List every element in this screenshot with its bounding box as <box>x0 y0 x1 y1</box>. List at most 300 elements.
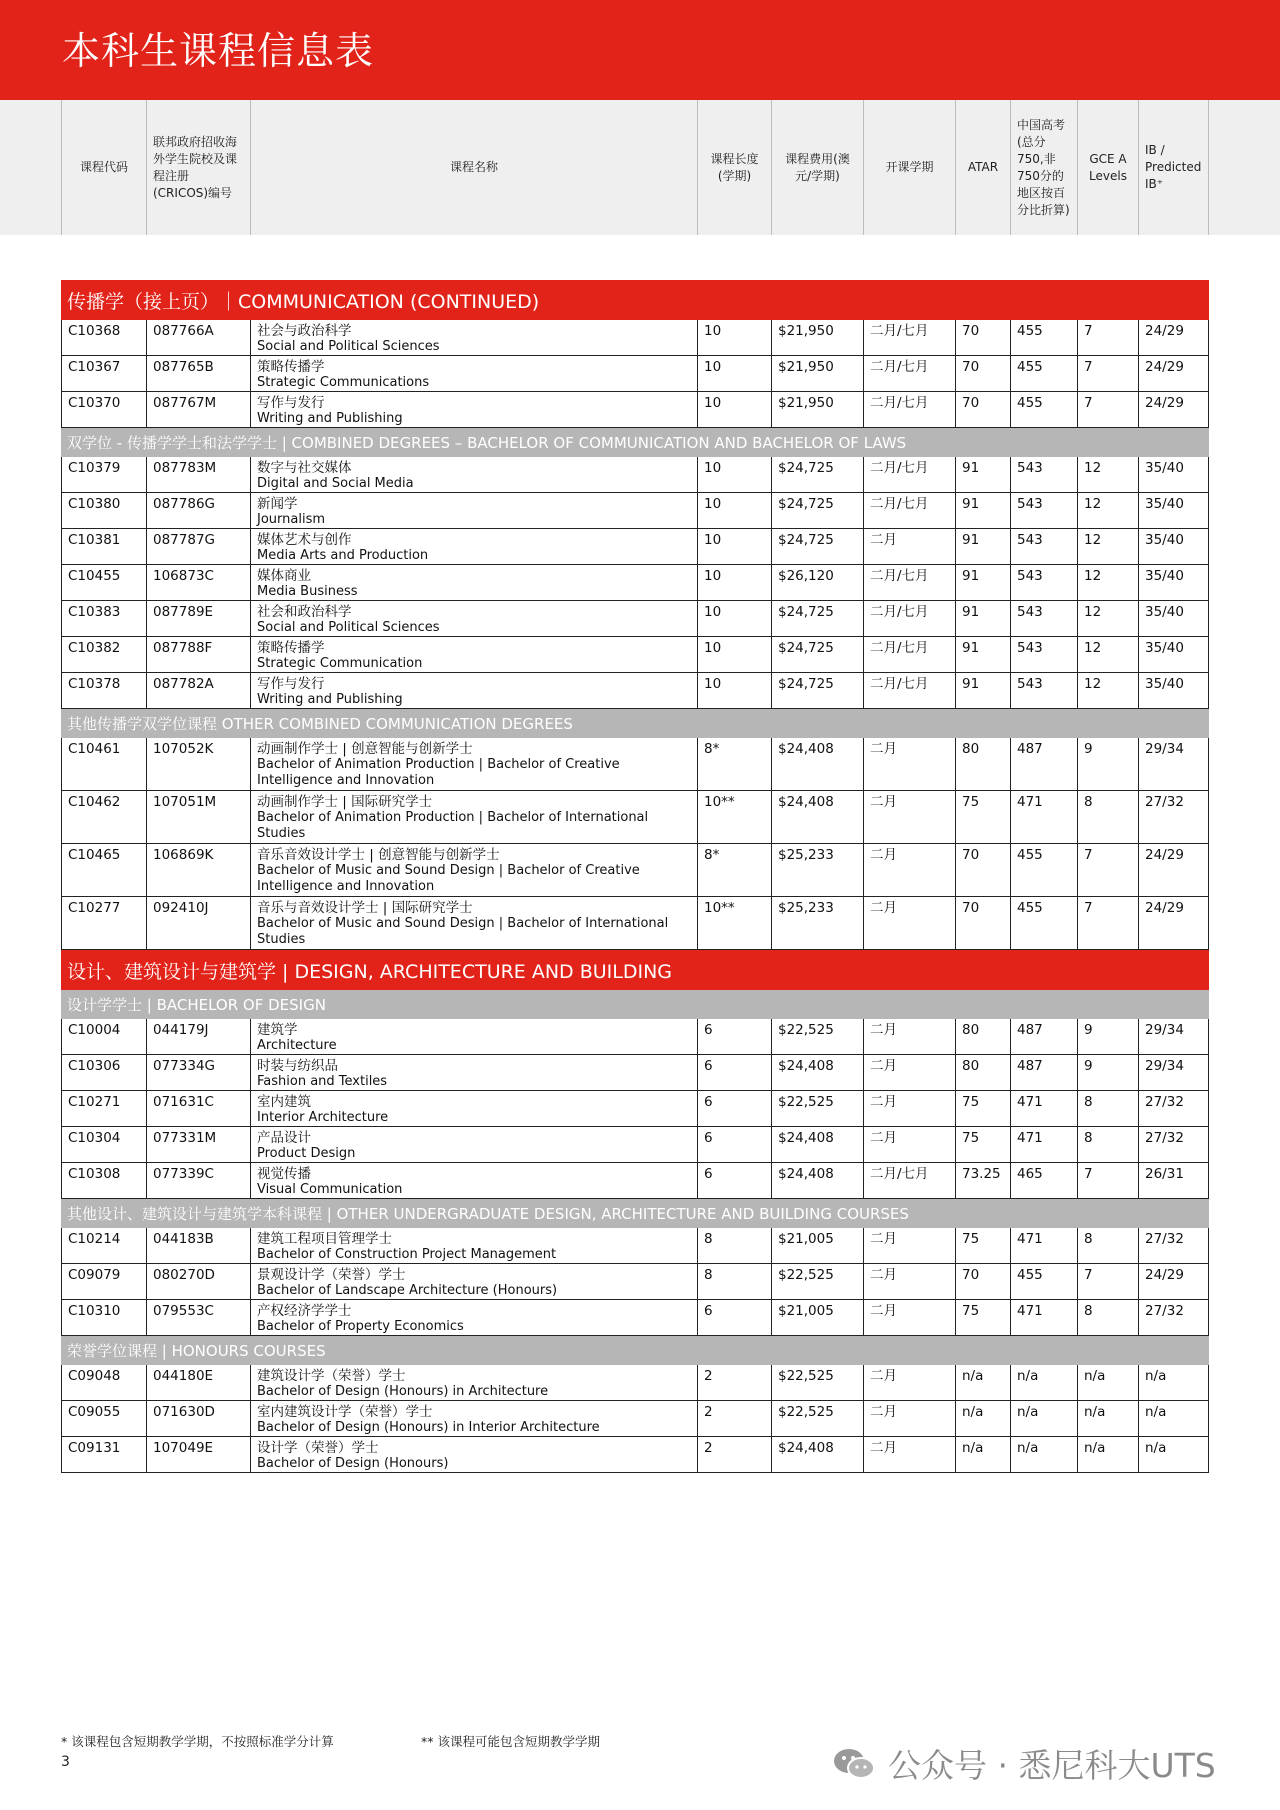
cell-atar: n/a <box>955 1365 1010 1400</box>
cell-cricos: 107052K <box>146 738 250 790</box>
cell-ib: 27/32 <box>1138 1127 1209 1162</box>
cell-atar: 70 <box>955 844 1010 896</box>
course-name-en: Strategic Communications <box>257 375 430 390</box>
course-name-cn: 产权经济学学士 <box>257 1303 352 1319</box>
section-header: 其他设计、建筑设计与建筑学本科课程 | OTHER UNDERGRADUATE DESIGN, ARCHITECTURE AND BUILDING COURSES <box>61 1199 1209 1228</box>
cell-length: 2 <box>697 1401 771 1436</box>
cell-course-code: C10004 <box>61 1019 146 1054</box>
cell-fee: $21,950 <box>771 356 863 391</box>
cell-atar: 75 <box>955 1300 1010 1335</box>
cell-course-name <box>250 392 697 427</box>
cell-course-name <box>250 457 697 492</box>
cell-intake: 二月 <box>863 1300 955 1335</box>
table-row <box>61 320 1209 356</box>
table-row <box>61 637 1209 673</box>
header-gce: GCE A Levels <box>1077 100 1138 235</box>
cell-fee: $24,408 <box>771 1127 863 1162</box>
cell-gce: 12 <box>1077 529 1138 564</box>
course-name-cn: 视觉传播 <box>257 1166 311 1182</box>
cell-cricos: 077331M <box>146 1127 250 1162</box>
cell-intake: 二月 <box>863 1055 955 1090</box>
cell-course-code: C10304 <box>61 1127 146 1162</box>
table-row <box>61 601 1209 637</box>
course-name-en: Product Design <box>257 1146 356 1161</box>
cell-fee: $24,408 <box>771 791 863 843</box>
course-name-en: Strategic Communication <box>257 656 423 671</box>
course-name-cn: 动画制作学士 | 创意智能与创新学士 <box>257 741 473 757</box>
cell-length: 6 <box>697 1300 771 1335</box>
cell-cricos: 079553C <box>146 1300 250 1335</box>
cell-cricos: 077334G <box>146 1055 250 1090</box>
cell-course-code: C10465 <box>61 844 146 896</box>
cell-length: 10 <box>697 529 771 564</box>
cell-ib: 24/29 <box>1138 844 1209 896</box>
cell-atar: 91 <box>955 673 1010 708</box>
cell-length: 6 <box>697 1127 771 1162</box>
cell-course-name <box>250 844 697 896</box>
cell-fee: $24,725 <box>771 673 863 708</box>
cell-gaokao: 543 <box>1010 529 1077 564</box>
course-name-en: Writing and Publishing <box>257 411 403 426</box>
cell-gce: 12 <box>1077 637 1138 672</box>
table-row <box>61 1300 1209 1336</box>
cell-atar: 91 <box>955 457 1010 492</box>
cell-fee: $24,725 <box>771 493 863 528</box>
table-row <box>61 1019 1209 1055</box>
cell-atar: 73.25 <box>955 1163 1010 1198</box>
cell-gaokao: 455 <box>1010 844 1077 896</box>
cell-fee: $21,950 <box>771 320 863 355</box>
cell-gce: 7 <box>1077 897 1138 949</box>
cell-fee: $25,233 <box>771 844 863 896</box>
cell-ib: 24/29 <box>1138 356 1209 391</box>
header-ib: IB / Predicted IB⁺ <box>1138 100 1209 235</box>
cell-gce: 7 <box>1077 1264 1138 1299</box>
cell-gaokao: 455 <box>1010 392 1077 427</box>
cell-gce: 7 <box>1077 844 1138 896</box>
cell-length: 10 <box>697 392 771 427</box>
cell-length: 10 <box>697 637 771 672</box>
cell-course-name <box>250 529 697 564</box>
cell-atar: 70 <box>955 392 1010 427</box>
cell-gaokao: n/a <box>1010 1365 1077 1400</box>
cell-ib: 35/40 <box>1138 529 1209 564</box>
cell-course-code: C10379 <box>61 457 146 492</box>
header-course-length: 课程长度(学期) <box>697 100 771 235</box>
course-name-cn: 设计学（荣誉）学士 <box>257 1440 379 1456</box>
table-row <box>61 1055 1209 1091</box>
cell-intake: 二月/七月 <box>863 673 955 708</box>
cell-cricos: 087786G <box>146 493 250 528</box>
table-row <box>61 529 1209 565</box>
cell-gaokao: 455 <box>1010 320 1077 355</box>
cell-ib: 35/40 <box>1138 493 1209 528</box>
course-name-en: Digital and Social Media <box>257 476 414 491</box>
cell-gce: 7 <box>1077 392 1138 427</box>
course-name-en: Bachelor of Music and Sound Design | Bachelor of International Studies <box>257 916 669 947</box>
cell-gce: 12 <box>1077 457 1138 492</box>
cell-ib: 35/40 <box>1138 457 1209 492</box>
watermark-text: 公众号 · 悉尼科大UTS <box>888 1746 1216 1785</box>
cell-course-code: C10462 <box>61 791 146 843</box>
header-intake: 开课学期 <box>863 100 955 235</box>
cell-intake: 二月/七月 <box>863 637 955 672</box>
cell-intake: 二月 <box>863 529 955 564</box>
cell-atar: 80 <box>955 1019 1010 1054</box>
cell-gaokao: 487 <box>1010 738 1077 790</box>
wechat-icon <box>832 1746 876 1782</box>
course-name-en: Journalism <box>257 512 326 527</box>
cell-ib: 27/32 <box>1138 791 1209 843</box>
cell-ib: n/a <box>1138 1437 1209 1472</box>
cell-fee: $24,408 <box>771 1055 863 1090</box>
cell-course-code: C10308 <box>61 1163 146 1198</box>
cell-atar: 75 <box>955 1228 1010 1263</box>
cell-length: 10 <box>697 356 771 391</box>
cell-course-name <box>250 1401 697 1436</box>
course-name-cn: 数字与社交媒体 <box>257 460 352 476</box>
cell-ib: 24/29 <box>1138 392 1209 427</box>
cell-fee: $24,408 <box>771 738 863 790</box>
cell-course-code: C10367 <box>61 356 146 391</box>
cell-course-name <box>250 738 697 790</box>
course-name-cn: 音乐与音效设计学士 | 国际研究学士 <box>257 900 473 916</box>
cell-gce: 7 <box>1077 1163 1138 1198</box>
cell-ib: 24/29 <box>1138 1264 1209 1299</box>
table-row <box>61 673 1209 709</box>
cell-intake: 二月 <box>863 844 955 896</box>
course-name-en: Writing and Publishing <box>257 692 403 707</box>
cell-course-name <box>250 1019 697 1054</box>
course-name-cn: 社会和政治科学 <box>257 604 352 620</box>
course-name-en: Social and Political Sciences <box>257 620 440 635</box>
course-name-en: Fashion and Textiles <box>257 1074 388 1089</box>
header-gaokao: 中国高考(总分750,非750分的地区按百分比折算) <box>1010 100 1077 235</box>
section-header: 荣誉学位课程 | HONOURS COURSES <box>61 1336 1209 1365</box>
cell-ib: 35/40 <box>1138 673 1209 708</box>
cell-fee: $24,725 <box>771 637 863 672</box>
course-name-cn: 室内建筑设计学（荣誉）学士 <box>257 1404 433 1420</box>
cell-length: 10 <box>697 493 771 528</box>
cell-gaokao: n/a <box>1010 1437 1077 1472</box>
cell-gce: 7 <box>1077 356 1138 391</box>
table-row <box>61 738 1209 791</box>
cell-cricos: 044180E <box>146 1365 250 1400</box>
cell-cricos: 107049E <box>146 1437 250 1472</box>
cell-length: 8* <box>697 844 771 896</box>
cell-fee: $21,005 <box>771 1228 863 1263</box>
cell-intake: 二月 <box>863 1437 955 1472</box>
cell-fee: $24,725 <box>771 529 863 564</box>
cell-gce: 9 <box>1077 1055 1138 1090</box>
cell-course-code: C09079 <box>61 1264 146 1299</box>
cell-gaokao: 471 <box>1010 1300 1077 1335</box>
cell-course-name <box>250 320 697 355</box>
cell-length: 2 <box>697 1437 771 1472</box>
cell-cricos: 092410J <box>146 897 250 949</box>
title-banner <box>0 0 1280 100</box>
cell-ib: 27/32 <box>1138 1300 1209 1335</box>
cell-cricos: 087765B <box>146 356 250 391</box>
course-name-cn: 音乐音效设计学士 | 创意智能与创新学士 <box>257 847 500 863</box>
cell-gaokao: 455 <box>1010 897 1077 949</box>
course-name-cn: 产品设计 <box>257 1130 311 1146</box>
cell-fee: $26,120 <box>771 565 863 600</box>
cell-gaokao: 543 <box>1010 493 1077 528</box>
cell-atar: 91 <box>955 637 1010 672</box>
cell-atar: 70 <box>955 320 1010 355</box>
course-name-en: Bachelor of Design (Honours) <box>257 1456 449 1471</box>
table-row <box>61 565 1209 601</box>
cell-course-name <box>250 673 697 708</box>
table-row <box>61 1437 1209 1473</box>
cell-cricos: 106869K <box>146 844 250 896</box>
table-row <box>61 457 1209 493</box>
cell-ib: 35/40 <box>1138 637 1209 672</box>
footnote-short-term: * 该课程包含短期教学学期，不按照标准学分计算 <box>61 1734 334 1749</box>
cell-length: 6 <box>697 1163 771 1198</box>
cell-gce: n/a <box>1077 1365 1138 1400</box>
section-header: 传播学（接上页）｜COMMUNICATION (CONTINUED) <box>61 280 1209 320</box>
section-header: 设计学学士 | BACHELOR OF DESIGN <box>61 990 1209 1019</box>
cell-course-code: C10461 <box>61 738 146 790</box>
cell-ib: 35/40 <box>1138 601 1209 636</box>
cell-gce: 8 <box>1077 1228 1138 1263</box>
header-atar: ATAR <box>955 100 1010 235</box>
cell-atar: 91 <box>955 565 1010 600</box>
cell-cricos: 087783M <box>146 457 250 492</box>
section-header: 双学位 - 传播学学士和法学学士 | COMBINED DEGREES – BACHELOR OF COMMUNICATION AND BACHELOR OF LAWS <box>61 428 1209 457</box>
cell-intake: 二月 <box>863 1019 955 1054</box>
cell-cricos: 044183B <box>146 1228 250 1263</box>
course-name-en: Visual Communication <box>257 1182 403 1197</box>
course-name-en: Architecture <box>257 1038 337 1053</box>
cell-course-name <box>250 1163 697 1198</box>
cell-gaokao: 465 <box>1010 1163 1077 1198</box>
course-name-en: Bachelor of Property Economics <box>257 1319 464 1334</box>
cell-intake: 二月 <box>863 1228 955 1263</box>
cell-intake: 二月 <box>863 1127 955 1162</box>
cell-ib: 26/31 <box>1138 1163 1209 1198</box>
cell-gaokao: 543 <box>1010 565 1077 600</box>
cell-gaokao: 543 <box>1010 601 1077 636</box>
cell-atar: 91 <box>955 529 1010 564</box>
course-name-en: Bachelor of Animation Production | Bachelor of International Studies <box>257 810 649 841</box>
cell-course-code: C10368 <box>61 320 146 355</box>
cell-fee: $24,725 <box>771 457 863 492</box>
cell-course-code: C10271 <box>61 1091 146 1126</box>
cell-cricos: 107051M <box>146 791 250 843</box>
cell-gce: 8 <box>1077 1091 1138 1126</box>
cell-course-code: C10382 <box>61 637 146 672</box>
cell-length: 6 <box>697 1055 771 1090</box>
cell-cricos: 080270D <box>146 1264 250 1299</box>
cell-course-name <box>250 1127 697 1162</box>
course-name-cn: 媒体艺术与创作 <box>257 532 352 548</box>
cell-atar: 75 <box>955 791 1010 843</box>
cell-atar: n/a <box>955 1437 1010 1472</box>
cell-intake: 二月 <box>863 1264 955 1299</box>
cell-atar: 70 <box>955 1264 1010 1299</box>
cell-length: 10** <box>697 897 771 949</box>
cell-fee: $22,525 <box>771 1365 863 1400</box>
cell-ib: n/a <box>1138 1401 1209 1436</box>
cell-length: 10 <box>697 601 771 636</box>
cell-course-code: C10383 <box>61 601 146 636</box>
cell-length: 8* <box>697 738 771 790</box>
cell-course-code: C10370 <box>61 392 146 427</box>
column-headers <box>61 100 1209 235</box>
cell-gaokao: 487 <box>1010 1055 1077 1090</box>
footnote-may-include: ** 该课程可能包含短期教学学期 <box>421 1734 600 1749</box>
cell-fee: $24,725 <box>771 601 863 636</box>
cell-gaokao: 471 <box>1010 1127 1077 1162</box>
cell-course-name <box>250 601 697 636</box>
cell-gce: 12 <box>1077 565 1138 600</box>
cell-cricos: 087766A <box>146 320 250 355</box>
course-name-cn: 室内建筑 <box>257 1094 311 1110</box>
cell-atar: 91 <box>955 601 1010 636</box>
cell-length: 10 <box>697 565 771 600</box>
cell-fee: $22,525 <box>771 1091 863 1126</box>
table-row <box>61 791 1209 844</box>
course-name-cn: 建筑工程项目管理学士 <box>257 1231 392 1247</box>
cell-atar: 91 <box>955 493 1010 528</box>
section-header: 设计、建筑设计与建筑学 | DESIGN, ARCHITECTURE AND BUILDING <box>61 950 1209 990</box>
cell-course-name <box>250 897 697 949</box>
cell-ib: 35/40 <box>1138 565 1209 600</box>
cell-cricos: 077339C <box>146 1163 250 1198</box>
cell-gaokao: 543 <box>1010 637 1077 672</box>
cell-course-code: C09048 <box>61 1365 146 1400</box>
cell-course-code: C10277 <box>61 897 146 949</box>
course-name-cn: 景观设计学（荣誉）学士 <box>257 1267 406 1283</box>
cell-course-name <box>250 637 697 672</box>
cell-ib: 24/29 <box>1138 320 1209 355</box>
cell-ib: 24/29 <box>1138 897 1209 949</box>
course-name-cn: 写作与发行 <box>257 395 325 411</box>
cell-intake: 二月 <box>863 1091 955 1126</box>
cell-gce: 7 <box>1077 320 1138 355</box>
course-name-en: Bachelor of Landscape Architecture (Honours) <box>257 1283 558 1298</box>
cell-course-code: C10378 <box>61 673 146 708</box>
page-number: 3 <box>61 1754 70 1770</box>
cell-atar: 80 <box>955 1055 1010 1090</box>
table-row <box>61 1127 1209 1163</box>
cell-gce: 8 <box>1077 1127 1138 1162</box>
table-row <box>61 356 1209 392</box>
cell-cricos: 044179J <box>146 1019 250 1054</box>
cell-course-name <box>250 1055 697 1090</box>
header-cricos: 联邦政府招收海外学生院校及课程注册(CRICOS)编号 <box>146 100 250 235</box>
cell-cricos: 106873C <box>146 565 250 600</box>
cell-course-code: C09131 <box>61 1437 146 1472</box>
cell-gaokao: 455 <box>1010 1264 1077 1299</box>
cell-length: 6 <box>697 1091 771 1126</box>
course-name-en: Bachelor of Design (Honours) in Interior Architecture <box>257 1420 600 1435</box>
cell-length: 8 <box>697 1264 771 1299</box>
cell-course-code: C10455 <box>61 565 146 600</box>
cell-course-name <box>250 1300 697 1335</box>
cell-intake: 二月 <box>863 1401 955 1436</box>
course-name-cn: 社会与政治科学 <box>257 323 352 339</box>
cell-length: 2 <box>697 1365 771 1400</box>
cell-length: 10** <box>697 791 771 843</box>
table-row <box>61 897 1209 950</box>
course-name-cn: 时装与纺织品 <box>257 1058 338 1074</box>
cell-cricos: 071630D <box>146 1401 250 1436</box>
table-row <box>61 1264 1209 1300</box>
cell-ib: 27/32 <box>1138 1091 1209 1126</box>
course-table <box>61 280 1209 1473</box>
course-name-en: Bachelor of Construction Project Management <box>257 1247 557 1262</box>
cell-course-code: C10310 <box>61 1300 146 1335</box>
cell-atar: 75 <box>955 1091 1010 1126</box>
course-name-en: Bachelor of Music and Sound Design | Bachelor of Creative Intelligence and Innovation <box>257 863 640 894</box>
cell-length: 6 <box>697 1019 771 1054</box>
cell-course-code: C10306 <box>61 1055 146 1090</box>
cell-gce: n/a <box>1077 1437 1138 1472</box>
cell-course-name <box>250 1228 697 1263</box>
cell-course-name <box>250 493 697 528</box>
cell-length: 10 <box>697 457 771 492</box>
cell-course-code: C10380 <box>61 493 146 528</box>
cell-fee: $24,408 <box>771 1163 863 1198</box>
cell-course-code: C10381 <box>61 529 146 564</box>
cell-intake: 二月/七月 <box>863 356 955 391</box>
cell-gaokao: 543 <box>1010 673 1077 708</box>
cell-atar: 70 <box>955 356 1010 391</box>
cell-ib: n/a <box>1138 1365 1209 1400</box>
cell-intake: 二月/七月 <box>863 493 955 528</box>
cell-intake: 二月/七月 <box>863 457 955 492</box>
table-row <box>61 1163 1209 1199</box>
watermark <box>832 1740 1216 1787</box>
cell-fee: $22,525 <box>771 1019 863 1054</box>
header-course-code: 课程代码 <box>61 100 146 235</box>
course-name-cn: 新闻学 <box>257 496 298 512</box>
cell-length: 10 <box>697 673 771 708</box>
cell-intake: 二月 <box>863 791 955 843</box>
cell-cricos: 087789E <box>146 601 250 636</box>
course-name-cn: 写作与发行 <box>257 676 325 692</box>
cell-intake: 二月/七月 <box>863 565 955 600</box>
cell-course-code: C10214 <box>61 1228 146 1263</box>
cell-length: 10 <box>697 320 771 355</box>
cell-course-name <box>250 565 697 600</box>
table-row <box>61 1365 1209 1401</box>
cell-fee: $22,525 <box>771 1401 863 1436</box>
table-row <box>61 844 1209 897</box>
cell-intake: 二月 <box>863 897 955 949</box>
table-row <box>61 493 1209 529</box>
cell-course-name <box>250 1365 697 1400</box>
cell-fee: $25,233 <box>771 897 863 949</box>
cell-cricos: 071631C <box>146 1091 250 1126</box>
cell-gaokao: 455 <box>1010 356 1077 391</box>
cell-ib: 29/34 <box>1138 1055 1209 1090</box>
cell-intake: 二月/七月 <box>863 320 955 355</box>
course-name-en: Interior Architecture <box>257 1110 389 1125</box>
cell-cricos: 087787G <box>146 529 250 564</box>
cell-ib: 29/34 <box>1138 738 1209 790</box>
cell-gce: n/a <box>1077 1401 1138 1436</box>
cell-fee: $21,005 <box>771 1300 863 1335</box>
cell-intake: 二月 <box>863 738 955 790</box>
cell-gce: 8 <box>1077 1300 1138 1335</box>
cell-ib: 27/32 <box>1138 1228 1209 1263</box>
cell-course-name <box>250 791 697 843</box>
